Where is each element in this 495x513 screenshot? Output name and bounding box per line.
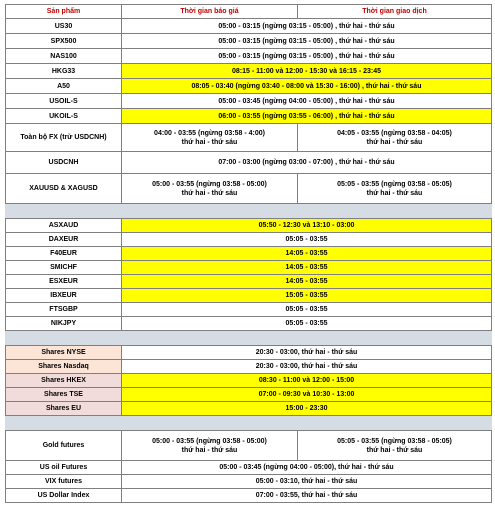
quote-hours: [122, 124, 298, 152]
section-separator: [6, 416, 492, 431]
table-row: [6, 360, 492, 374]
product-name: Shares NYSE: [6, 346, 122, 360]
table-row: [6, 174, 492, 204]
trading-hours: 05:50 - 12:30 và 13:10 - 03:00: [122, 219, 492, 233]
trading-hours: 08:05 - 03:40 (ngừng 03:40 - 08:00 và 15:30 - 16:00) , thứ hai - thứ sáu: [122, 79, 492, 94]
table-row: [6, 261, 492, 275]
product-name: DAXEUR: [6, 233, 122, 247]
trading-hours: 08:15 - 11:00 và 12:00 - 15:30 và 16:15 - 23:45: [122, 64, 492, 79]
table-row: [6, 247, 492, 261]
trading-hours-table: [5, 4, 492, 503]
trade-time-header: Thời gian giao dịch: [298, 5, 492, 19]
trade-hours-time: 04:05 - 03:55 (ngừng 03:58 - 04:05): [337, 129, 452, 137]
table-row: [6, 19, 492, 34]
trade-hours-time: 05:05 - 03:55 (ngừng 03:58 - 05:05): [337, 437, 452, 445]
table-row: [6, 34, 492, 49]
product-name: A50: [6, 79, 122, 94]
trading-hours: 14:05 - 03:55: [122, 275, 492, 289]
product-name: ASXAUD: [6, 219, 122, 233]
product-name: SMICHF: [6, 261, 122, 275]
product-name: Toàn bộ FX (trừ USDCNH): [6, 124, 122, 152]
product-name: VIX futures: [6, 475, 122, 489]
product-name: Shares HKEX: [6, 374, 122, 388]
product-name: HKG33: [6, 64, 122, 79]
quote-hours-days: thứ hai - thứ sáu: [181, 189, 238, 197]
trade-hours: [298, 431, 492, 461]
trading-hours: 07:00 - 03:00 (ngừng 03:00 - 07:00) , thứ hai - thứ sáu: [122, 152, 492, 174]
quote-hours-time: 05:00 - 03:55 (ngừng 03:58 - 05:00): [152, 437, 267, 445]
product-name: SPX500: [6, 34, 122, 49]
product-name: USOIL-S: [6, 94, 122, 109]
product-name: US oil Futures: [6, 461, 122, 475]
section-separator: [6, 331, 492, 346]
trading-hours: 20:30 - 03:00, thứ hai - thứ sáu: [122, 360, 492, 374]
trading-hours: 06:00 - 03:55 (ngừng 03:55 - 06:00) , thứ hai - thứ sáu: [122, 109, 492, 124]
trade-hours-days: thứ hai - thứ sáu: [366, 446, 423, 454]
table-row: [6, 402, 492, 416]
trading-hours: 14:05 - 03:55: [122, 247, 492, 261]
header-row: [6, 5, 492, 19]
product-name: USDCNH: [6, 152, 122, 174]
product-header: Sản phẩm: [6, 5, 122, 19]
product-name: Shares Nasdaq: [6, 360, 122, 374]
table-row: [6, 303, 492, 317]
product-name: ESXEUR: [6, 275, 122, 289]
trade-hours-days: thứ hai - thứ sáu: [366, 138, 423, 146]
trading-hours: 05:00 - 03:45 (ngừng 04:00 - 05:00), thứ hai - thứ sáu: [122, 461, 492, 475]
table-row: [6, 461, 492, 475]
trading-hours: 05:05 - 03:55: [122, 233, 492, 247]
product-name: UKOIL-S: [6, 109, 122, 124]
quote-hours: [122, 431, 298, 461]
table-row: [6, 388, 492, 402]
section-separator: [6, 204, 492, 219]
table-row: [6, 79, 492, 94]
trading-hours: 15:00 - 23:30: [122, 402, 492, 416]
quote-hours-time: 05:00 - 03:55 (ngừng 03:58 - 05:00): [152, 180, 267, 188]
product-name: XAUUSD & XAGUSD: [6, 174, 122, 204]
trading-hours: 05:00 - 03:15 (ngừng 03:15 - 05:00) , thứ hai - thứ sáu: [122, 19, 492, 34]
trading-hours: 14:05 - 03:55: [122, 261, 492, 275]
table-row: [6, 475, 492, 489]
quote-hours-days: thứ hai - thứ sáu: [181, 138, 238, 146]
trading-hours: 07:00 - 03:55, thứ hai - thứ sáu: [122, 489, 492, 503]
trading-hours: 20:30 - 03:00, thứ hai - thứ sáu: [122, 346, 492, 360]
product-name: Gold futures: [6, 431, 122, 461]
table-row: [6, 317, 492, 331]
product-name: F40EUR: [6, 247, 122, 261]
trade-hours: [298, 124, 492, 152]
table-row: [6, 94, 492, 109]
quote-hours-time: 04:00 - 03:55 (ngừng 03:58 - 4:00): [154, 129, 265, 137]
trade-hours: [298, 174, 492, 204]
table-row: [6, 346, 492, 360]
table-row: [6, 233, 492, 247]
table-row: [6, 275, 492, 289]
product-name: US Dollar Index: [6, 489, 122, 503]
table-row: [6, 219, 492, 233]
table-row: [6, 289, 492, 303]
product-name: Shares EU: [6, 402, 122, 416]
table-row: [6, 109, 492, 124]
trading-hours: 08:30 - 11:00 và 12:00 - 15:00: [122, 374, 492, 388]
quote-hours-days: thứ hai - thứ sáu: [181, 446, 238, 454]
quote-hours: [122, 174, 298, 204]
table-row: [6, 152, 492, 174]
product-name: FTSGBP: [6, 303, 122, 317]
trading-hours: 05:05 - 03:55: [122, 303, 492, 317]
quote-time-header: Thời gian báo giá: [122, 5, 298, 19]
trading-hours: 15:05 - 03:55: [122, 289, 492, 303]
trading-hours: 05:00 - 03:15 (ngừng 03:15 - 05:00) , thứ hai - thứ sáu: [122, 34, 492, 49]
table-row: [6, 124, 492, 152]
table-row: [6, 374, 492, 388]
product-name: NIKJPY: [6, 317, 122, 331]
table-row: [6, 489, 492, 503]
trade-hours-days: thứ hai - thứ sáu: [366, 189, 423, 197]
table-row: [6, 431, 492, 461]
table-row: [6, 49, 492, 64]
product-name: NAS100: [6, 49, 122, 64]
table-row: [6, 64, 492, 79]
product-name: Shares TSE: [6, 388, 122, 402]
trade-hours-time: 05:05 - 03:55 (ngừng 03:58 - 05:05): [337, 180, 452, 188]
trading-hours: 07:00 - 09:30 và 10:30 - 13:00: [122, 388, 492, 402]
trading-hours: 05:05 - 03:55: [122, 317, 492, 331]
product-name: IBXEUR: [6, 289, 122, 303]
trading-hours: 05:00 - 03:45 (ngừng 04:00 - 05:00) , thứ hai - thứ sáu: [122, 94, 492, 109]
product-name: US30: [6, 19, 122, 34]
trading-hours: 05:00 - 03:15 (ngừng 03:15 - 05:00) , thứ hai - thứ sáu: [122, 49, 492, 64]
trading-hours: 05:00 - 03:10, thứ hai - thứ sáu: [122, 475, 492, 489]
